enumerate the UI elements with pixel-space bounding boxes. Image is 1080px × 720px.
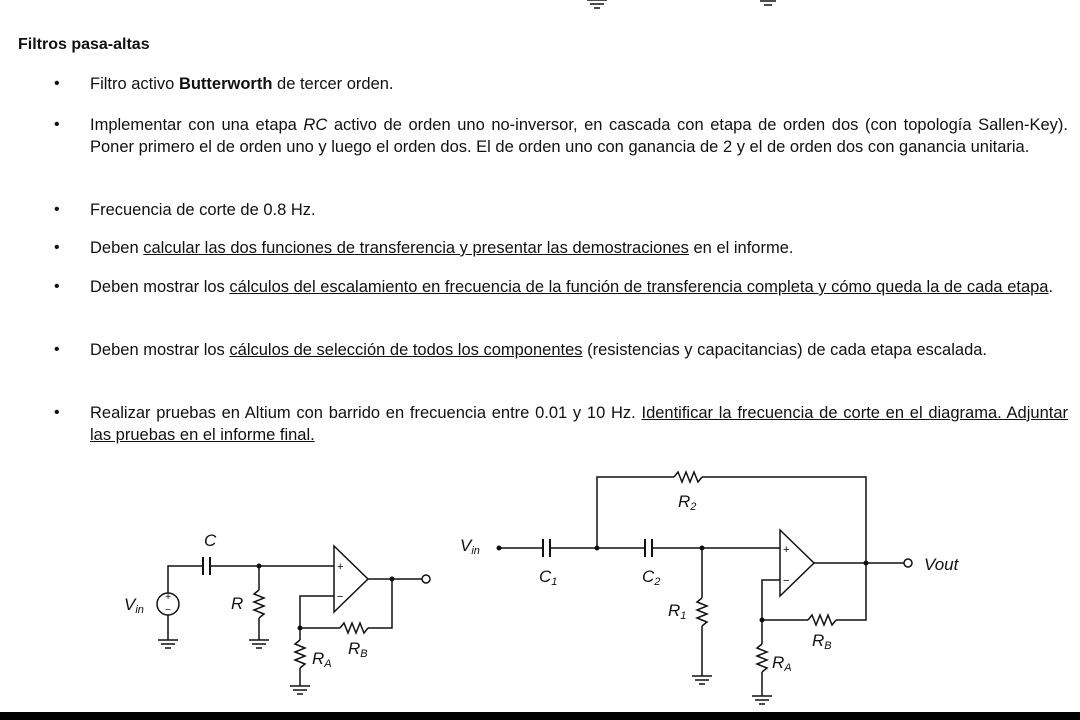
c2-label: C2 — [642, 567, 661, 588]
item-text: Deben mostrar los — [90, 278, 230, 296]
list-item — [54, 237, 1068, 259]
bullet-icon: • — [54, 278, 60, 295]
item-italic-text: RC — [303, 116, 328, 134]
opamp-plus-sign: + — [783, 544, 790, 556]
junction-dot — [390, 577, 395, 582]
list-item — [54, 114, 1068, 158]
resistor-r-label: R — [231, 594, 244, 613]
ground-icon — [692, 676, 712, 684]
ground-icon — [760, 1, 776, 5]
op-amp-icon — [334, 546, 368, 612]
op-amp-icon — [780, 530, 814, 596]
ra-label: RA — [312, 649, 332, 670]
bullet-icon: • — [54, 201, 60, 218]
item-underlined-text: cálculos de selección de todos los componentes — [229, 341, 583, 359]
list-item — [54, 199, 1068, 221]
bottom-black-bar — [0, 712, 1080, 720]
item-text: Implementar con una etapa — [90, 116, 304, 134]
ground-icon — [752, 696, 772, 704]
ra-label: RA — [772, 653, 792, 674]
vin-label: Vin — [460, 536, 480, 557]
bullet-icon: • — [54, 116, 60, 133]
item-underlined-text: Identificar la frecuencia de corte en el diagrama. Adjuntar las pruebas en el informe final. — [90, 404, 1068, 444]
item-underlined-text: cálculos del escalamiento en frecuencia de la función de transferencia completa y cómo queda la de cada etapa — [229, 278, 1049, 296]
capacitor-icon — [203, 557, 210, 575]
wire — [836, 563, 866, 620]
bullet-icon: • — [54, 404, 60, 421]
ground-icon — [158, 640, 178, 648]
item-text: Realizar pruebas en Altium con barrido en frecuencia entre 0.01 y 10 Hz. — [90, 404, 642, 422]
item-text: . — [1048, 278, 1054, 296]
top-ground-symbols — [0, 0, 1080, 12]
capacitor-icon — [543, 539, 550, 557]
item-text: Deben mostrar los — [90, 341, 230, 359]
sallen-key-circuit — [460, 472, 960, 704]
list-item — [54, 339, 1068, 361]
first-order-circuit — [124, 531, 430, 694]
resistor-icon — [295, 640, 305, 668]
c1-label: C1 — [539, 567, 558, 588]
item-text: Filtro activo — [90, 75, 179, 93]
vin-label: Vin — [124, 595, 144, 616]
bullet-icon: • — [54, 341, 60, 358]
wire — [597, 477, 674, 548]
voltage-source-icon — [157, 592, 179, 616]
r2-label: R2 — [678, 492, 697, 513]
capacitor-c-label: C — [204, 531, 217, 550]
ground-icon — [290, 686, 310, 694]
item-text: de tercer orden. — [272, 75, 394, 93]
resistor-icon — [808, 615, 836, 625]
capacitor-icon — [645, 539, 652, 557]
section-title: Filtros pasa-altas — [18, 36, 150, 53]
ground-icon — [587, 0, 607, 8]
rb-label: RB — [348, 639, 368, 660]
bullet-icon: • — [54, 75, 60, 92]
ground-icon — [249, 640, 269, 648]
output-terminal — [422, 575, 430, 583]
item-text: Deben — [90, 239, 144, 257]
item-underlined-text: calcular las dos funciones de transferencia y presentar las demostraciones — [143, 239, 689, 257]
item-text: en el informe. — [688, 239, 794, 257]
bullet-icon: • — [54, 239, 60, 256]
wire — [762, 580, 780, 620]
source-minus-sign: − — [165, 605, 171, 616]
resistor-icon — [340, 623, 368, 633]
circuit-diagrams — [0, 455, 1080, 712]
r1-label: R1 — [668, 601, 687, 622]
list-item — [54, 73, 1068, 95]
wire — [368, 579, 392, 628]
list-item — [54, 276, 1068, 298]
opamp-plus-sign: + — [337, 561, 344, 573]
opamp-minus-sign: − — [337, 591, 344, 603]
item-bold-text: Butterworth — [178, 75, 273, 93]
resistor-icon — [697, 598, 707, 626]
wire — [300, 596, 334, 628]
rb-label: RB — [812, 631, 832, 652]
source-plus-sign: + — [165, 592, 171, 603]
list-item — [54, 402, 1068, 446]
opamp-minus-sign: − — [783, 575, 790, 587]
item-text: (resistencias y capacitancias) de cada etapa escalada. — [582, 341, 988, 359]
item-text: activo de orden uno no-inversor, en cascada con etapa de orden dos (con topología Sallen-Key). Poner primero el de orden uno y luego el orden dos. El de orden uno con ganancia de 2 y el de orden dos con ganancia unitaria. — [90, 116, 1068, 156]
resistor-icon — [757, 644, 767, 672]
resistor-icon — [674, 472, 702, 482]
vout-label: Vout — [924, 555, 959, 574]
wire — [168, 566, 203, 593]
resistor-icon — [254, 590, 264, 618]
item-text: Frecuencia de corte de 0.8 Hz. — [90, 201, 316, 219]
output-terminal — [904, 559, 912, 567]
